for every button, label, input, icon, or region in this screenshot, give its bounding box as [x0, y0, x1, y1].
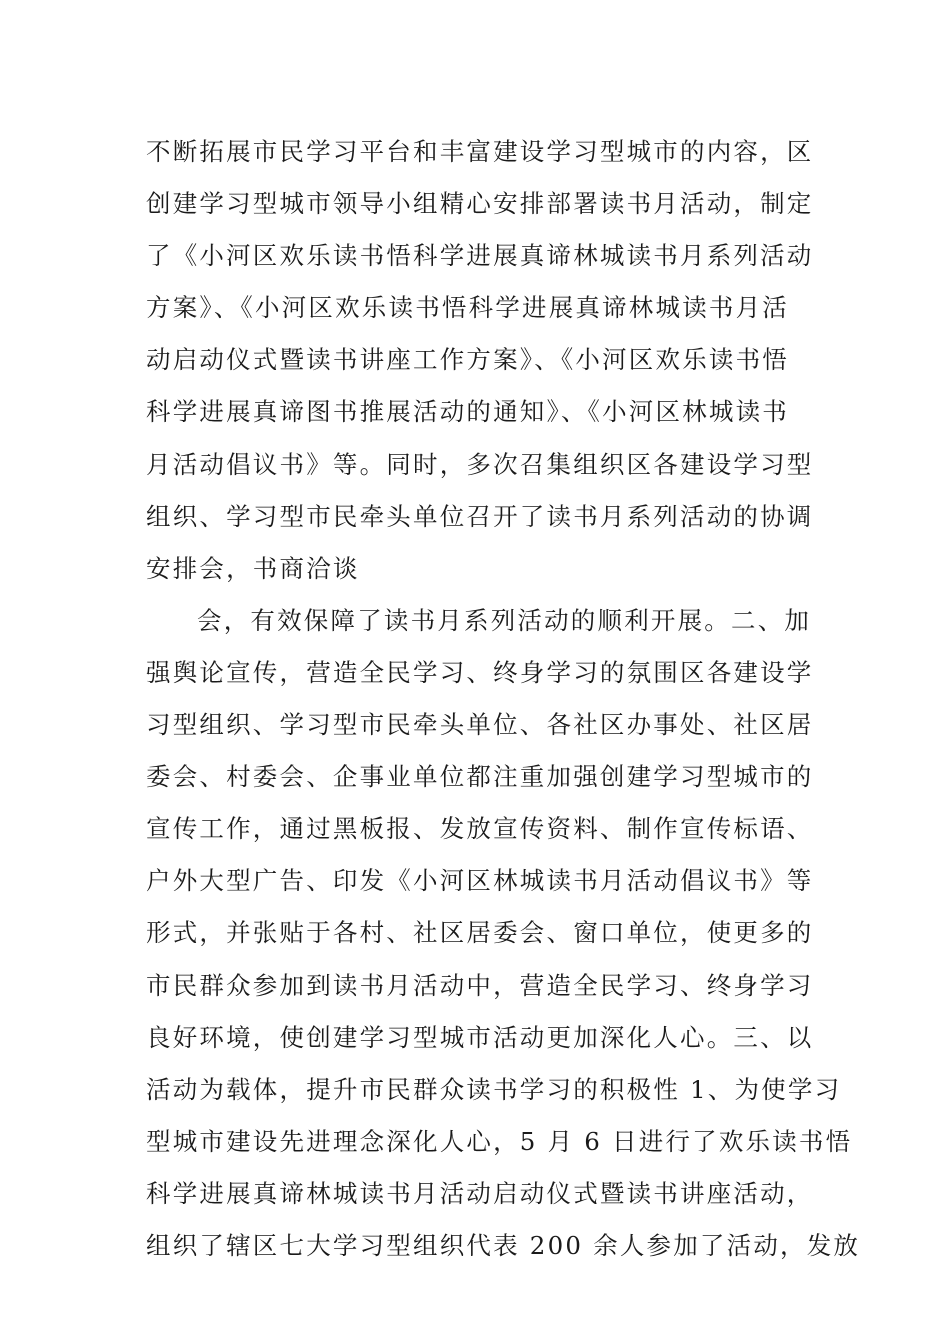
text-line: 宣传工作，通过黑板报、发放宣传资料、制作宣传标语、	[146, 814, 814, 844]
text-line: 月活动倡议书》等。同时，多次召集组织区各建设学习型	[146, 449, 814, 479]
text-line: 方案》、《小河区欢乐读书悟科学进展真谛林城读书月活	[146, 293, 789, 323]
text-line: 型城市建设先进理念深化人心，5 月 6 日进行了欢乐读书悟	[146, 1126, 853, 1156]
text-line: 创建学习型城市领导小组精心安排部署读书月活动，制定	[146, 189, 814, 219]
text-line: 习型组织、学习型市民牵头单位、各社区办事处、社区居	[146, 710, 814, 740]
text-line: 形式，并张贴于各村、社区居委会、窗口单位，使更多的	[146, 918, 814, 948]
body-text	[146, 126, 861, 1272]
text-line: 动启动仪式暨读书讲座工作方案》、《小河区欢乐读书悟	[146, 345, 789, 375]
text-line: 活动为载体，提升市民群众读书学习的积极性 1、为使学习	[146, 1074, 842, 1104]
text-line: 安排会，书商洽谈	[146, 553, 360, 583]
text-line: 科学进展真谛图书推展活动的通知》、《小河区林城读书	[146, 397, 789, 427]
text-line: 科学进展真谛林城读书月活动启动仪式暨读书讲座活动，	[146, 1178, 814, 1208]
text-line: 强舆论宣传，营造全民学习、终身学习的氛围区各建设学	[146, 657, 814, 687]
text-line: 不断拓展市民学习平台和丰富建设学习型城市的内容，区	[146, 137, 814, 166]
text-line: 良好环境，使创建学习型城市活动更加深化人心。三、以	[146, 1022, 814, 1052]
text-line: 委会、村委会、企事业单位都注重加强创建学习型城市的	[146, 762, 814, 792]
text-line: 市民群众参加到读书月活动中，营造全民学习、终身学习	[146, 970, 814, 1000]
text-line-indented: 会，有效保障了读书月系列活动的顺利开展。二、加	[197, 605, 812, 635]
text-line: 了《小河区欢乐读书悟科学进展真谛林城读书月系列活动	[146, 241, 814, 271]
text-line: 户外大型广告、印发《小河区林城读书月活动倡议书》等	[146, 866, 814, 896]
text-line: 组织、学习型市民牵头单位召开了读书月系列活动的协调	[146, 501, 814, 531]
text-line: 组织了辖区七大学习型组织代表 200 余人参加了活动，发放	[146, 1230, 861, 1260]
